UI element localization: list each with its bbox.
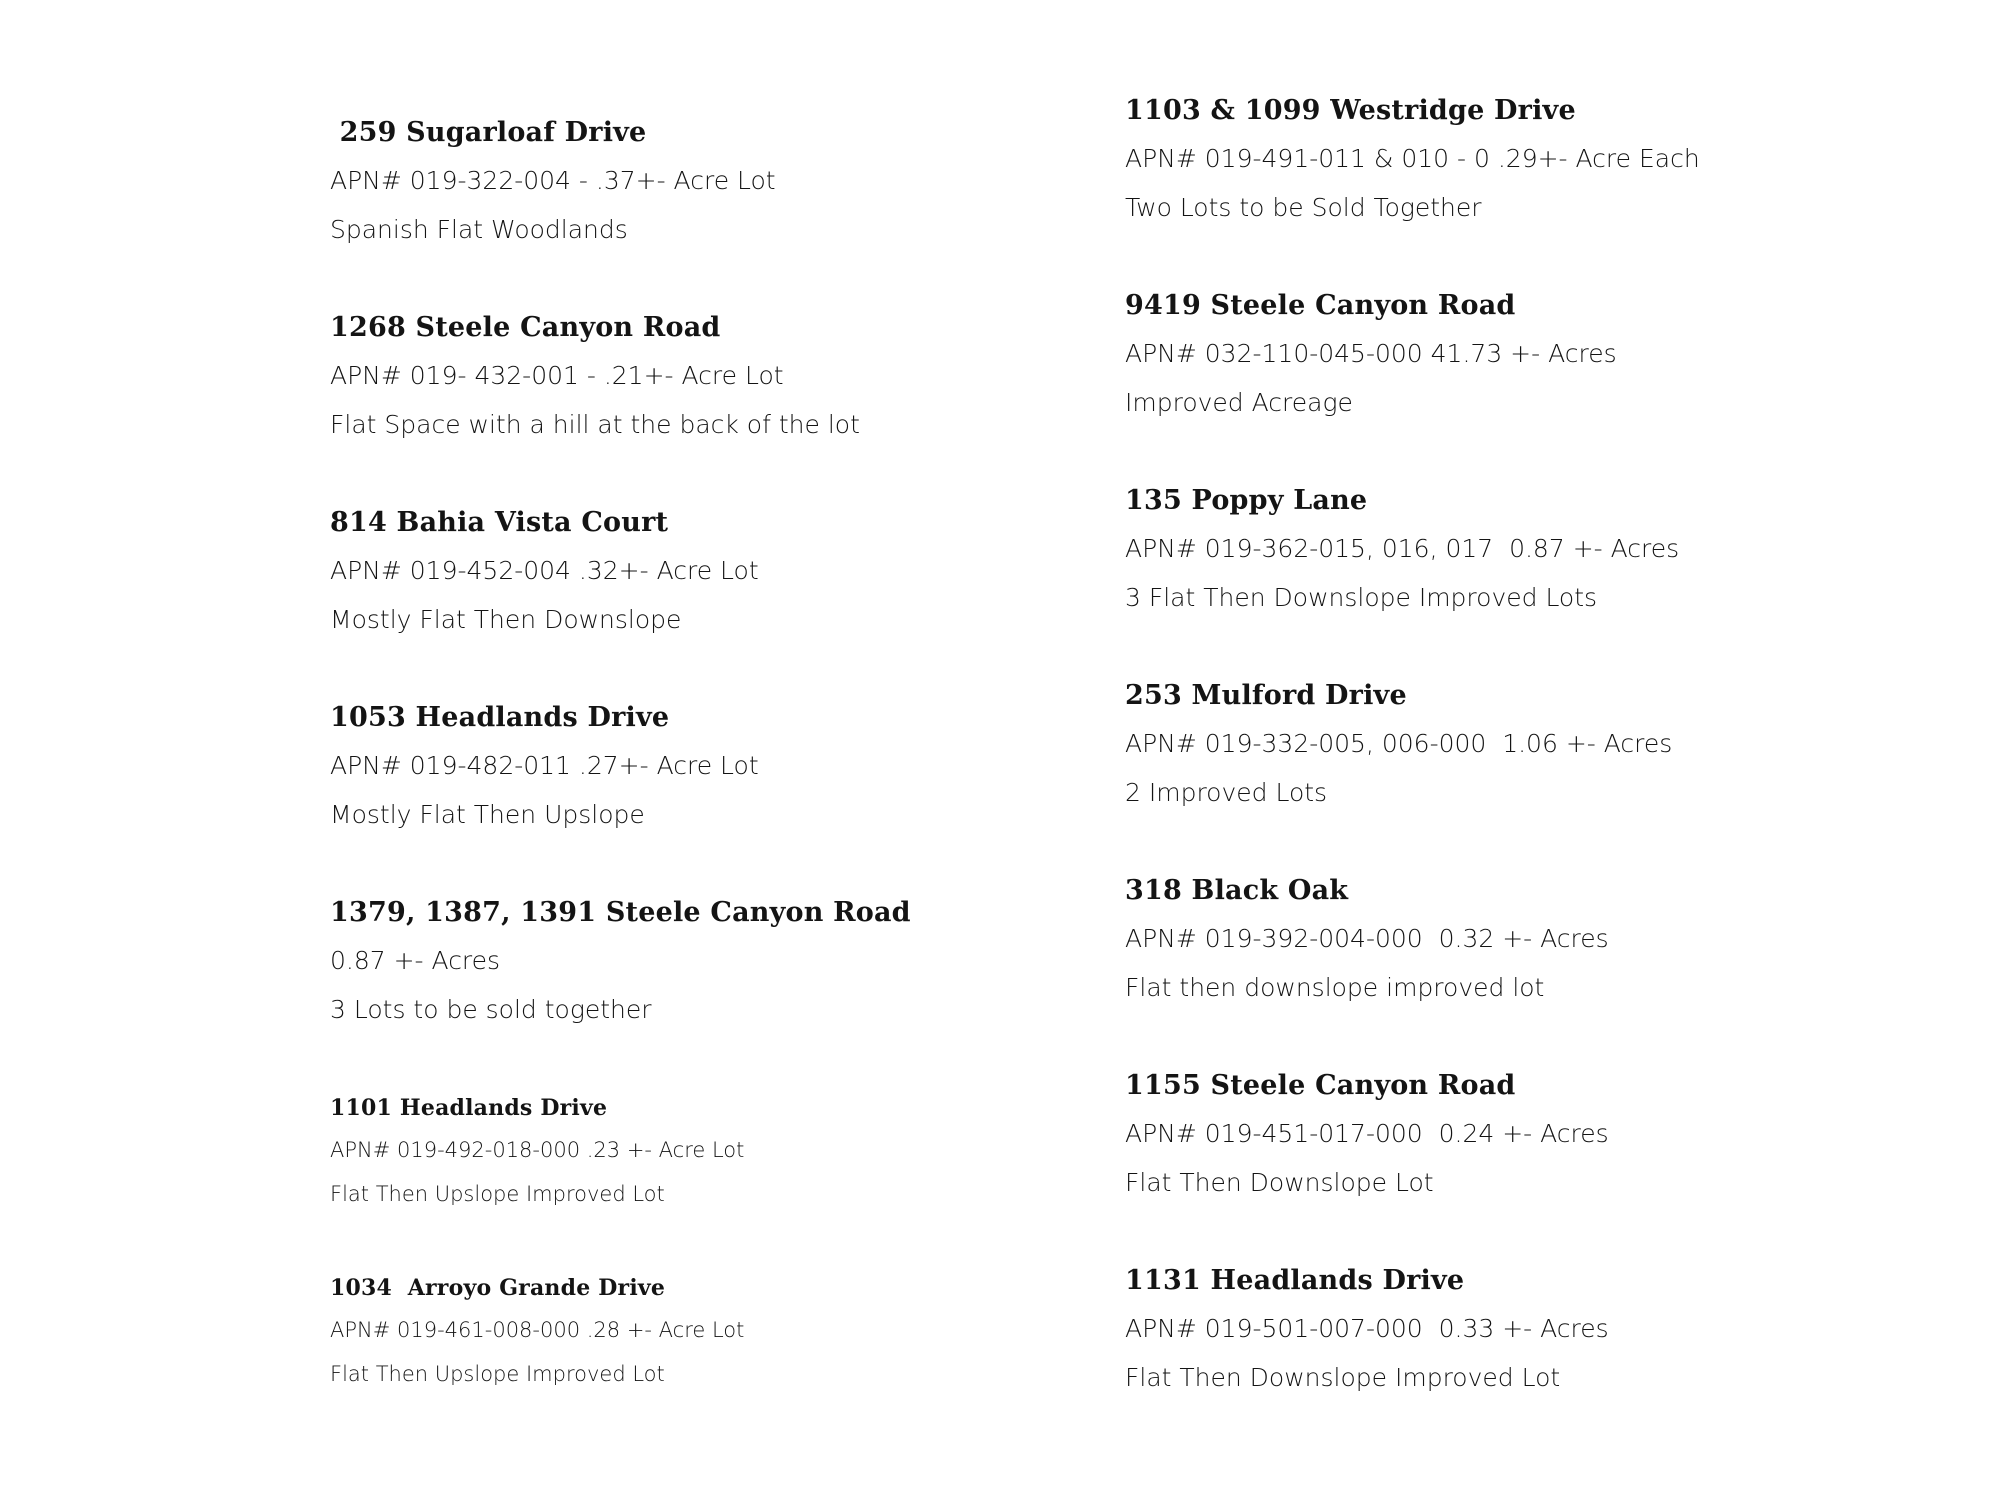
listing-address: 1053 Headlands Drive <box>330 702 670 733</box>
listing <box>1125 1070 1885 1216</box>
listing-description: Flat Then Upslope Improved Lot <box>330 1362 665 1386</box>
listing <box>330 702 1090 848</box>
listing <box>330 1274 1090 1404</box>
listing-apn: APN# 019-392-004-000 0.32 +- Acres <box>1125 924 1609 953</box>
listing-apn: APN# 032-110-045-000 41.73 +- Acres <box>1125 339 1617 368</box>
listing-apn: 0.87 +- Acres <box>330 946 501 975</box>
listing-description: Mostly Flat Then Upslope <box>330 800 645 829</box>
listing-address: 9419 Steele Canyon Road <box>1125 290 1516 321</box>
listing <box>1125 680 1885 826</box>
listing <box>330 1094 1090 1224</box>
listing-description: 3 Flat Then Downslope Improved Lots <box>1125 583 1598 612</box>
listing <box>1125 485 1885 631</box>
listing <box>1125 95 1885 241</box>
listing <box>330 507 1090 653</box>
listing-address: 135 Poppy Lane <box>1125 485 1368 516</box>
listing-apn: APN# 019-492-018-000 .23 +- Acre Lot <box>330 1138 745 1162</box>
listing-description: Mostly Flat Then Downslope <box>330 605 682 634</box>
listing-description: Flat Then Downslope Lot <box>1125 1168 1434 1197</box>
listing-description: Improved Acreage <box>1125 388 1353 417</box>
listing-apn: APN# 019-461-008-000 .28 +- Acre Lot <box>330 1318 745 1342</box>
listing-address: 1101 Headlands Drive <box>330 1095 608 1121</box>
listing <box>330 897 1090 1043</box>
listing-address: 814 Bahia Vista Court <box>330 507 669 538</box>
listing-description: Flat Then Upslope Improved Lot <box>330 1182 665 1206</box>
listing-address: 1034 Arroyo Grande Drive <box>330 1275 666 1301</box>
listing-description: Flat Space with a hill at the back of the lot <box>330 410 860 439</box>
listing-description: 3 Lots to be sold together <box>330 995 652 1024</box>
listing <box>330 117 1090 263</box>
listing-description: 2 Improved Lots <box>1125 778 1328 807</box>
listing-apn: APN# 019-362-015, 016, 017 0.87 +- Acres <box>1125 534 1680 563</box>
listing-address: 1268 Steele Canyon Road <box>330 312 721 343</box>
listing-description: Flat Then Downslope Improved Lot <box>1125 1363 1561 1392</box>
listing <box>1125 1265 1885 1411</box>
listing-address: 1379, 1387, 1391 Steele Canyon Road <box>330 897 911 928</box>
listing <box>1125 290 1885 436</box>
listing-apn: APN# 019-491-011 & 010 - 0 .29+- Acre Each <box>1125 144 1700 173</box>
listing <box>330 312 1090 458</box>
listing-address: 253 Mulford Drive <box>1125 680 1407 711</box>
listing-address: 1131 Headlands Drive <box>1125 1265 1465 1296</box>
listing-description: Flat then downslope improved lot <box>1125 973 1545 1002</box>
listing-address: 318 Black Oak <box>1125 875 1349 906</box>
listing-apn: APN# 019- 432-001 - .21+- Acre Lot <box>330 361 784 390</box>
listing-apn: APN# 019-451-017-000 0.24 +- Acres <box>1125 1119 1609 1148</box>
listing-address: 259 Sugarloaf Drive <box>330 117 647 148</box>
listing-address: 1103 & 1099 Westridge Drive <box>1125 95 1576 126</box>
listing-address: 1155 Steele Canyon Road <box>1125 1070 1516 1101</box>
listing-apn: APN# 019-322-004 - .37+- Acre Lot <box>330 166 776 195</box>
listing-apn: APN# 019-332-005, 006-000 1.06 +- Acres <box>1125 729 1673 758</box>
listing-apn: APN# 019-501-007-000 0.33 +- Acres <box>1125 1314 1609 1343</box>
listing <box>1125 875 1885 1021</box>
listing-description: Spanish Flat Woodlands <box>330 215 628 244</box>
listing-apn: APN# 019-482-011 .27+- Acre Lot <box>330 751 759 780</box>
listing-apn: APN# 019-452-004 .32+- Acre Lot <box>330 556 759 585</box>
listing-description: Two Lots to be Sold Together <box>1125 193 1482 222</box>
